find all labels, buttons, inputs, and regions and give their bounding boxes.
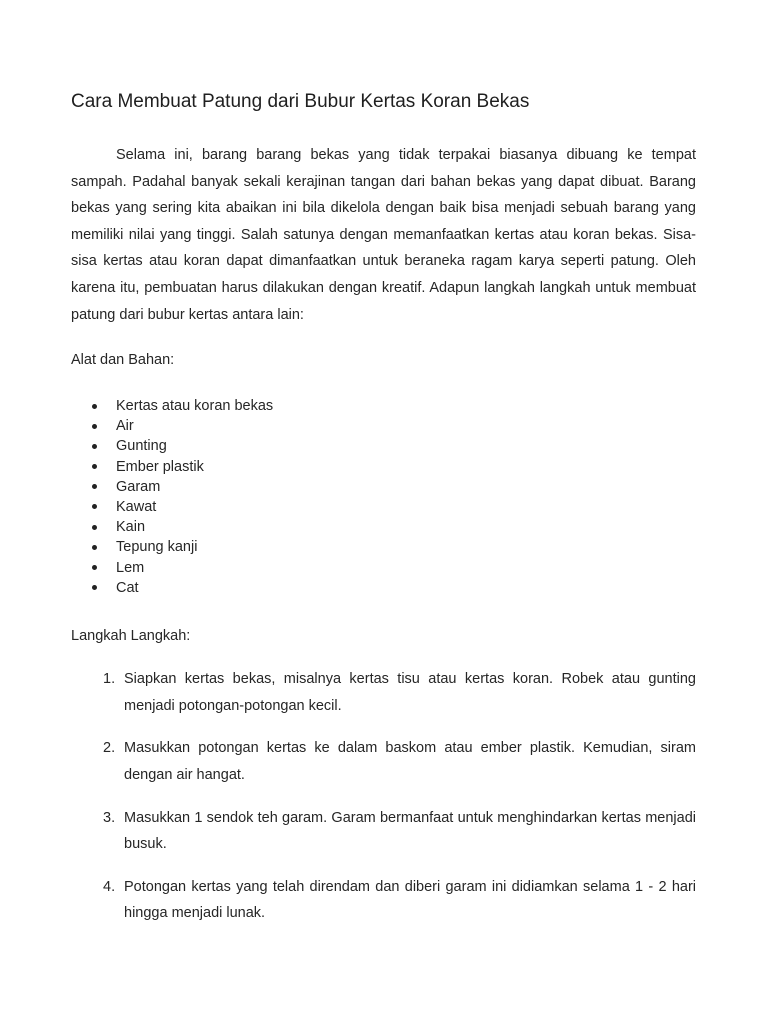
tools-heading: Alat dan Bahan: — [71, 352, 175, 368]
tool-item-text: Lem — [116, 559, 145, 576]
step-item — [0, 805, 768, 874]
step-number: 4. — [103, 878, 116, 895]
bullet-icon — [92, 464, 97, 469]
tool-item-text: Tepung kanji — [116, 539, 198, 556]
tool-item-text: Gunting — [116, 438, 167, 455]
bullet-icon — [92, 565, 97, 570]
bullet-icon — [92, 424, 97, 429]
bullet-icon — [92, 525, 97, 530]
document-title: Cara Membuat Patung dari Bubur Kertas Koran Bekas — [71, 91, 530, 112]
bullet-icon — [92, 444, 97, 449]
bullet-icon — [92, 404, 97, 409]
bullet-icon — [92, 484, 97, 489]
step-number: 3. — [103, 809, 116, 826]
step-text: Potongan kertas yang telah direndam dan diberi garam ini didiamkan selama 1 - 2 hari hingga menjadi lunak. — [124, 878, 696, 922]
bullet-icon — [92, 545, 97, 550]
step-number: 1. — [103, 671, 116, 687]
step-text: Masukkan potongan kertas ke dalam baskom atau ember plastik. Kemudian, siram dengan air hangat. — [124, 740, 696, 783]
step-item — [0, 874, 768, 943]
step-item — [0, 735, 768, 804]
tool-item-text: Kertas atau koran bekas — [116, 398, 274, 414]
bullet-icon — [92, 504, 97, 509]
tool-item-text: Kawat — [116, 498, 157, 515]
step-text: Siapkan kertas bekas, misalnya kertas tisu atau kertas koran. Robek atau gunting menjadi potongan-potongan kecil. — [124, 671, 696, 714]
step-item — [0, 666, 768, 735]
step-number: 2. — [103, 740, 116, 757]
bullet-icon — [92, 585, 97, 590]
step-text: Masukkan 1 sendok teh garam. Garam bermanfaat untuk menghindarkan kertas menjadi busuk. — [124, 809, 696, 853]
tool-item-text: Garam — [116, 478, 161, 495]
tool-item-text: Ember plastik — [116, 458, 204, 475]
steps-heading: Langkah Langkah: — [71, 628, 191, 644]
steps-list — [0, 666, 768, 943]
intro-paragraph: Selama ini, barang barang bekas yang tidak terpakai biasanya dibuang ke tempat sampah. Padahal banyak sekali kerajinan tangan dari bahan bekas yang dapat dibuat. Barang bekas yang sering kita abaikan ini bila dikelola dengan baik bisa menjadi sebuah barang yang memiliki nilai yang tinggi. Salah satunya dengan memanfaatkan kertas atau koran bekas. Sisa-sisa kertas atau koran dapat dimanfaatkan untuk beraneka ragam karya seperti patung. Oleh karena itu, pembuatan harus dilakukan dengan kreatif. Adapun langkah langkah untuk membuat patung dari bubur kertas antara lain: — [71, 147, 696, 323]
tool-item-text: Cat — [116, 579, 139, 596]
tool-item-text: Kain — [116, 519, 146, 536]
tool-item-text: Air — [116, 418, 134, 435]
